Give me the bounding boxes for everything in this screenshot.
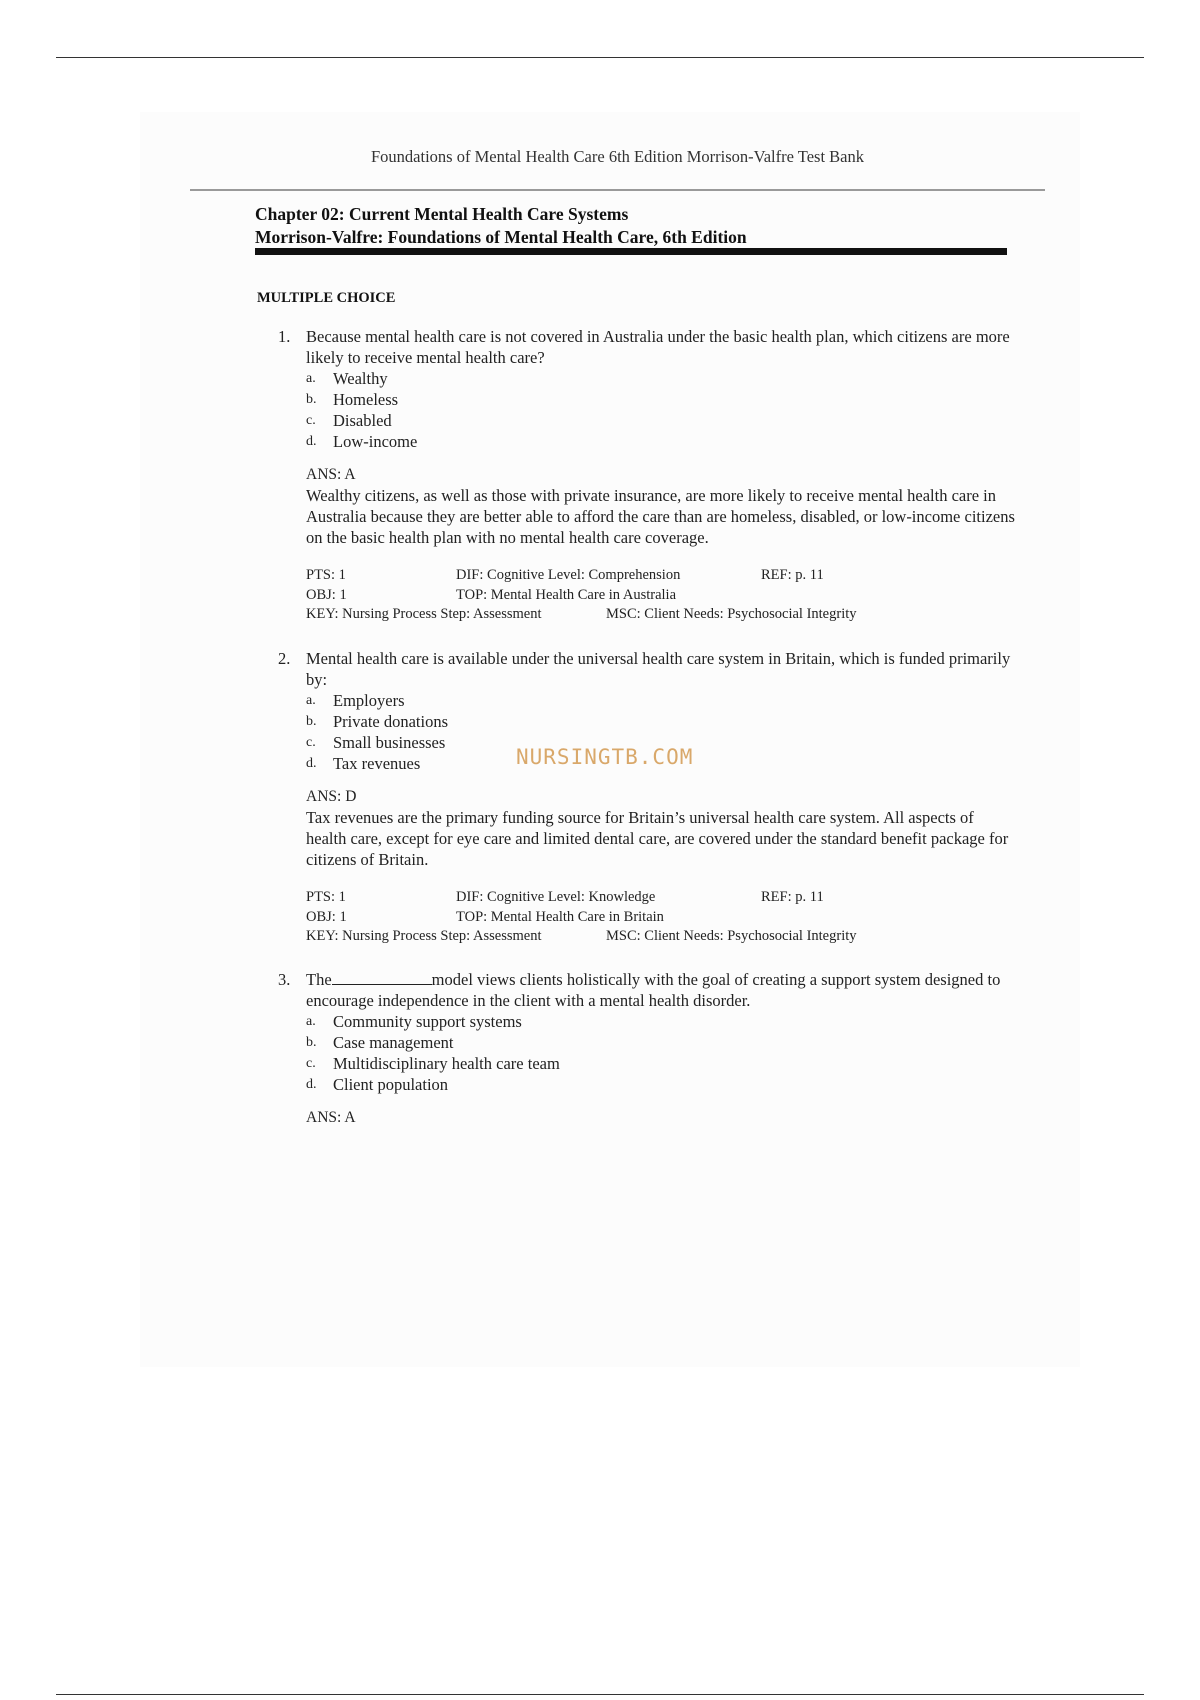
meta-top: TOP: Mental Health Care in Britain [456,908,664,925]
chapter-rule [255,248,1007,255]
choice-c [306,1053,1018,1074]
meta-key: KEY: Nursing Process Step: Assessment [306,606,542,622]
meta-obj: OBJ: 1 [306,586,347,603]
choice-text: Multidisciplinary health care team [333,1054,560,1073]
choice-letter: b. [306,1035,317,1050]
chapter-title: Chapter 02: Current Mental Health Care Systems [255,204,629,224]
meta-ref: REF: p. 11 [761,567,824,583]
page-bottom-rule [56,1694,1144,1695]
question-number: 3. [278,970,291,989]
choice-text: Wealthy [333,369,388,388]
question-metadata [306,888,1018,948]
choice-text: Employers [333,691,405,710]
choice-letter: b. [306,392,317,407]
fill-in-blank [332,970,432,985]
meta-dif: DIF: Cognitive Level: Knowledge [456,889,656,905]
running-title: Foundations of Mental Health Care 6th Edition Morrison-Valfre Test Bank [371,147,864,166]
meta-pts: PTS: 1 [306,889,346,905]
choice-letter: c. [306,735,316,750]
answer-key: ANS: A [306,466,356,483]
watermark: NURSINGTB.COM [516,745,694,769]
meta-pts: PTS: 1 [306,567,346,583]
choice-c [306,410,1018,431]
header-rule [190,189,1045,191]
section-heading: MULTIPLE CHOICE [257,290,396,306]
page-top-rule [56,57,1144,58]
question-1 [278,326,1018,626]
meta-obj: OBJ: 1 [306,908,347,925]
choice-text: Client population [333,1075,449,1094]
question-stem [278,648,1018,690]
choice-letter: a. [306,371,316,386]
choice-text: Homeless [333,390,399,409]
choice-b [306,1032,1018,1053]
question-metadata [306,566,1018,626]
question-3 [278,969,1018,1128]
choice-a [306,1011,1018,1032]
choice-letter: b. [306,714,317,729]
meta-msc: MSC: Client Needs: Psychosocial Integrity [606,606,857,622]
choice-d [306,431,1018,452]
question-stem [278,969,1018,1011]
choice-text: Community support systems [333,1012,522,1031]
choice-letter: c. [306,1056,316,1071]
meta-key: KEY: Nursing Process Step: Assessment [306,928,542,944]
choice-letter: c. [306,413,316,428]
choice-text: Small businesses [333,733,446,752]
choice-b [306,389,1018,410]
meta-top: TOP: Mental Health Care in Australia [456,586,677,603]
question-number: 2. [278,649,291,668]
book-title: Morrison-Valfre: Foundations of Mental Health Care, 6th Edition [255,227,747,247]
question-text: Mental health care is available under the universal health care system in Britain, which is funded primarily by: [306,649,1011,689]
answer-key: ANS: A [306,1109,356,1126]
choice-b [306,711,1018,732]
meta-msc: MSC: Client Needs: Psychosocial Integrity [606,928,857,944]
question-text-before: The [306,970,332,989]
choice-text: Tax revenues [333,754,421,773]
meta-dif: DIF: Cognitive Level: Comprehension [456,567,681,583]
choice-text: Case management [333,1033,454,1052]
choice-d [306,1074,1018,1095]
question-2 [278,648,1018,948]
question-number: 1. [278,327,291,346]
choice-letter: d. [306,1077,317,1092]
choice-text: Disabled [333,411,392,430]
rationale: Wealthy citizens, as well as those with private insurance, are more likely to receive mental health care in Australia because they are better able to afford the care than are homeless, disabled, or low-income citizens on the basic health plan with no mental health care coverage. [306,486,1015,547]
choice-text: Private donations [333,712,449,731]
rationale: Tax revenues are the primary funding source for Britain’s universal health care system. All aspects of health care, except for eye care and limited dental care, are covered under the standard benefit package for citizens of Britain. [306,808,1009,869]
choice-a [306,368,1018,389]
choice-list [278,368,1018,452]
chapter-heading [255,203,747,249]
question-text: Because mental health care is not covered in Australia under the basic health plan, which citizens are more likely to receive mental health care? [306,327,1010,367]
question-text-after: model views clients holistically with the goal of creating a support system designed to encourage independence in the client with a mental health disorder. [306,970,1001,1010]
choice-list [278,1011,1018,1095]
question-stem [278,326,1018,368]
meta-ref: REF: p. 11 [761,889,824,905]
choice-letter: a. [306,693,316,708]
answer-key: ANS: D [306,788,357,805]
choice-letter: a. [306,1014,316,1029]
choice-a [306,690,1018,711]
choice-letter: d. [306,434,317,449]
choice-letter: d. [306,756,317,771]
choice-text: Low-income [333,432,418,451]
